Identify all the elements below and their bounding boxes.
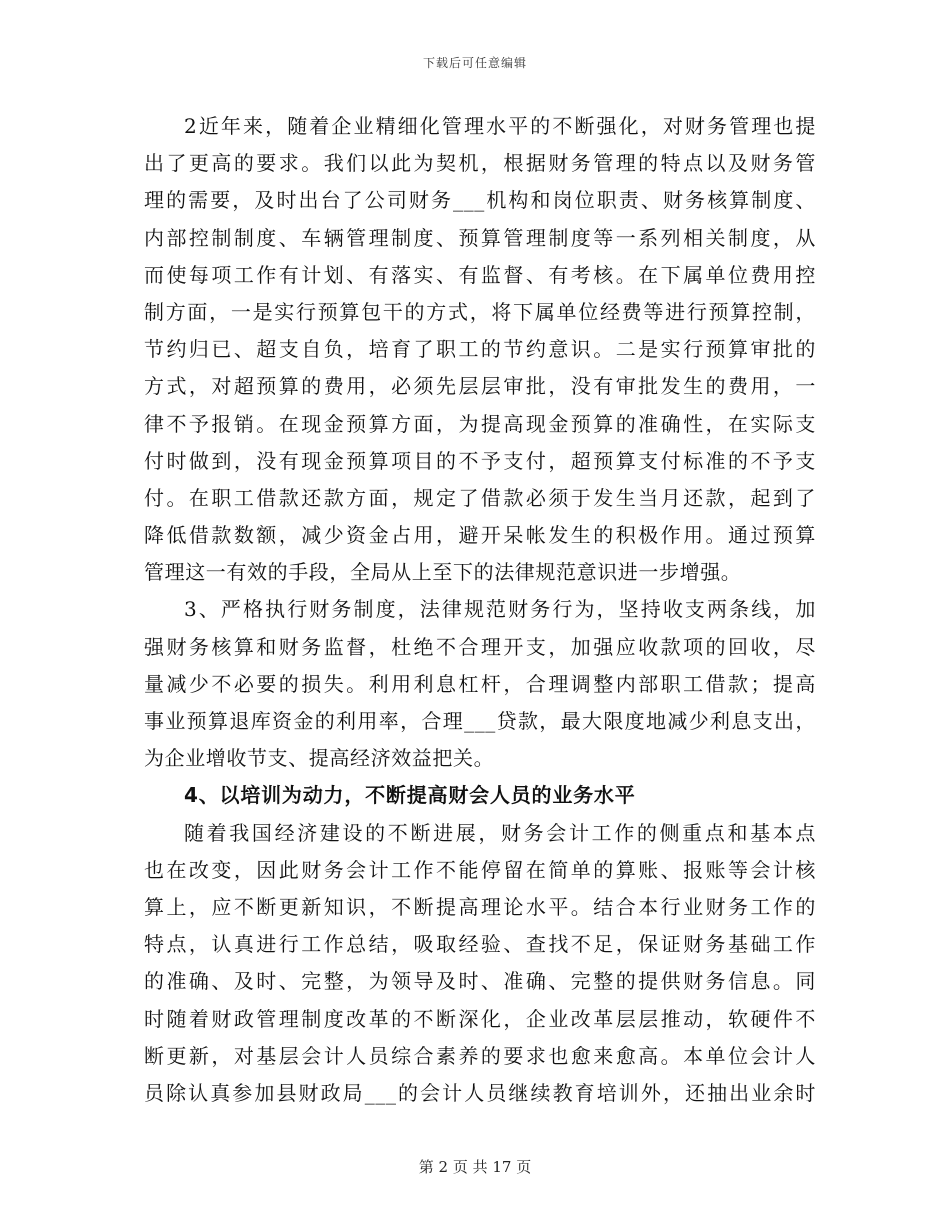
paragraph-line: 律不予报销。在现金预算方面，为提高现金预算的准确性，在实际支 [144, 411, 816, 436]
paragraph-line: 断更新，对基层会计人员综合素养的要求也愈来愈高。本单位会计人 [144, 1043, 816, 1068]
paragraph-line: 内部控制制度、车辆管理制度、预算管理制度等一系列相关制度，从 [144, 225, 816, 250]
page-footer: 第 2 页 共 17 页 [418, 1158, 532, 1176]
paragraph-line: 付时做到，没有现金预算项目的不予支付，超预算支付标准的不予支 [144, 448, 816, 473]
paragraph-line: 降低借款数额，减少资金占用，避开呆帐发生的积极作用。通过预算 [144, 523, 816, 548]
paragraph-line: 付。在职工借款还款方面，规定了借款必须于发生当月还款，起到了 [144, 485, 816, 510]
paragraph-line: 出了更高的要求。我们以此为契机，根据财务管理的特点以及财务管 [144, 151, 816, 176]
paragraph-line: 管理这一有效的手段，全局从上至下的法律规范意识进一步增强。 [144, 560, 742, 585]
paragraph-line: 为企业增收节支、提高经济效益把关。 [144, 746, 495, 771]
paragraph-line: 强财务核算和财务监督，杜绝不合理开支，加强应收款项的回收，尽 [144, 634, 816, 659]
paragraph-line: 也在改变，因此财务会计工作不能停留在简单的算账、报账等会计核 [144, 857, 816, 882]
paragraph-line: 节约归已、超支自负，培育了职工的节约意识。二是实行预算审批的 [144, 337, 816, 362]
paragraph-line: 量减少不必要的损失。利用利息杠杆，合理调整内部职工借款；提高 [144, 671, 816, 696]
paragraph-line: 方式，对超预算的费用，必须先层层审批，没有审批发生的费用，一 [144, 374, 816, 399]
paragraph-line: 制方面，一是实行预算包干的方式，将下属单位经费等进行预算控制， [144, 299, 816, 324]
paragraph-line: 特点，认真进行工作总结，吸取经验、查找不足，保证财务基础工作 [144, 932, 816, 957]
paragraph-line: 随着我国经济建设的不断进展，财务会计工作的侧重点和基本点 [184, 820, 816, 845]
paragraph-line: 2近年来，随着企业精细化管理水平的不断强化，对财务管理也提 [184, 114, 816, 138]
paragraph-line: 时随着财政管理制度改革的不断深化，企业改革层层推动，软硬件不 [144, 1006, 816, 1031]
paragraph-line: 算上，应不断更新知识，不断提高理论水平。结合本行业财务工作的 [144, 894, 816, 919]
paragraph-line: 3、严格执行财务制度，法律规范财务行为，坚持收支两条线，加 [184, 597, 816, 622]
paragraph-line: 员除认真参加县财政局___的会计人员继续教育培训外，还抽出业余时 [144, 1080, 816, 1105]
paragraph-line: 的准确、及时、完整，为领导及时、准确、完整的提供财务信息。同 [144, 969, 816, 994]
document-body [144, 108, 816, 1112]
paragraph-line: 事业预算退库资金的利用率，合理___贷款，最大限度地减少利息支出， [144, 709, 816, 733]
page-header: 下载后可任意编辑 [422, 56, 527, 70]
section-heading: 4、以培训为动力，不断提高财会人员的业务水平 [184, 783, 636, 808]
paragraph-line: 理的需要，及时出台了公司财务___机构和岗位职责、财务核算制度、 [144, 188, 816, 213]
paragraph-line: 而使每项工作有计划、有落实、有监督、有考核。在下属单位费用控 [144, 262, 816, 287]
